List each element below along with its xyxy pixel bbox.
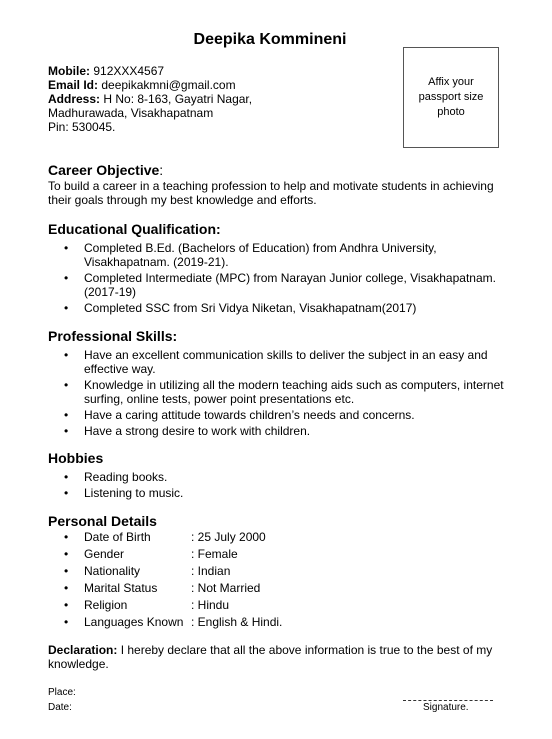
list-item: • Have a caring attitude towards children’s needs and concerns.: [0, 408, 510, 422]
email-value: deepikakmni@gmail.com: [101, 78, 236, 92]
list-item: • Listening to music.: [0, 486, 510, 500]
list-item: • Knowledge in utilizing all the modern teaching aids such as computers, internet surfing, online tests, power point presentations etc.: [0, 378, 510, 406]
list-item: • Completed B.Ed. (Bachelors of Education) from Andhra University, Visakhapatnam. (2019-21).: [0, 241, 510, 269]
table-row: [0, 598, 510, 612]
photo-placeholder-text: Affix your passport size photo: [418, 76, 484, 118]
email-label: Email Id:: [48, 78, 99, 92]
table-row: [0, 547, 510, 561]
detail-label: • Religion: [84, 598, 128, 612]
career-objective-colon: :: [159, 162, 164, 178]
passport-photo-box: [403, 47, 499, 148]
skills-list: [0, 348, 510, 440]
hobbies-list: [0, 470, 510, 502]
detail-value: : Female: [191, 547, 238, 561]
detail-label: • Nationality: [84, 564, 141, 578]
table-row: [0, 615, 510, 629]
detail-value: : Not Married: [191, 581, 261, 595]
contact-block: [48, 64, 388, 134]
email-row: [48, 78, 388, 92]
table-row: [0, 530, 510, 544]
list-item: • Completed SSC from Sri Vidya Niketan, Visakhapatnam(2017): [0, 301, 510, 315]
personal-details-heading: Personal Details: [48, 513, 157, 529]
detail-value: : Hindu: [191, 598, 230, 612]
address-line3: Pin: 530045.: [48, 120, 116, 134]
table-row: [0, 564, 510, 578]
date-label: Date:: [48, 702, 72, 713]
table-row: [0, 581, 510, 595]
place-label: Place:: [48, 687, 76, 698]
declaration: [48, 643, 503, 671]
career-objective-text: To build a career in a teaching profession to help and motivate students in achieving their goals through my best knowledge and efforts.: [48, 179, 494, 207]
skills-heading: Professional Skills:: [48, 328, 178, 344]
detail-value: : English & Hindi.: [191, 615, 283, 629]
signature-line: [403, 700, 493, 701]
mobile-value: 912XXX4567: [93, 64, 165, 78]
address-row: [48, 92, 388, 106]
mobile-label: Mobile:: [48, 64, 90, 78]
address-line1: H No: 8-163, Gayatri Nagar,: [103, 92, 253, 106]
list-item: • Completed Intermediate (MPC) from Narayan Junior college, Visakhapatnam. (2017-19): [0, 271, 510, 299]
address-line2: Madhurawada, Visakhapatnam: [48, 106, 214, 120]
personal-details-list: [0, 530, 510, 632]
mobile-row: [48, 64, 388, 78]
signature-label: Signature.: [423, 702, 469, 713]
detail-value: : Indian: [191, 564, 231, 578]
education-heading: Educational Qualification:: [48, 221, 221, 237]
detail-label: • Languages Known: [84, 615, 184, 629]
detail-value: : 25 July 2000: [191, 530, 266, 544]
detail-label: • Gender: [84, 547, 125, 561]
career-objective-heading: [48, 162, 163, 178]
list-item: • Reading books.: [0, 470, 510, 484]
career-objective-title: Career Objective: [48, 162, 160, 178]
detail-label: • Date of Birth: [84, 530, 151, 544]
education-list: [0, 241, 510, 317]
candidate-name: Deepika Kommineni: [193, 31, 347, 48]
list-item: • Have an excellent communication skills to deliver the subject in an easy and effective way.: [0, 348, 510, 376]
declaration-text: I hereby declare that all the above information is true to the best of my knowledge.: [48, 643, 493, 671]
hobbies-heading: Hobbies: [48, 450, 104, 466]
declaration-label: Declaration:: [48, 643, 118, 657]
detail-label: • Marital Status: [84, 581, 158, 595]
list-item: • Have a strong desire to work with children.: [0, 424, 510, 438]
address-label: Address:: [48, 92, 101, 106]
